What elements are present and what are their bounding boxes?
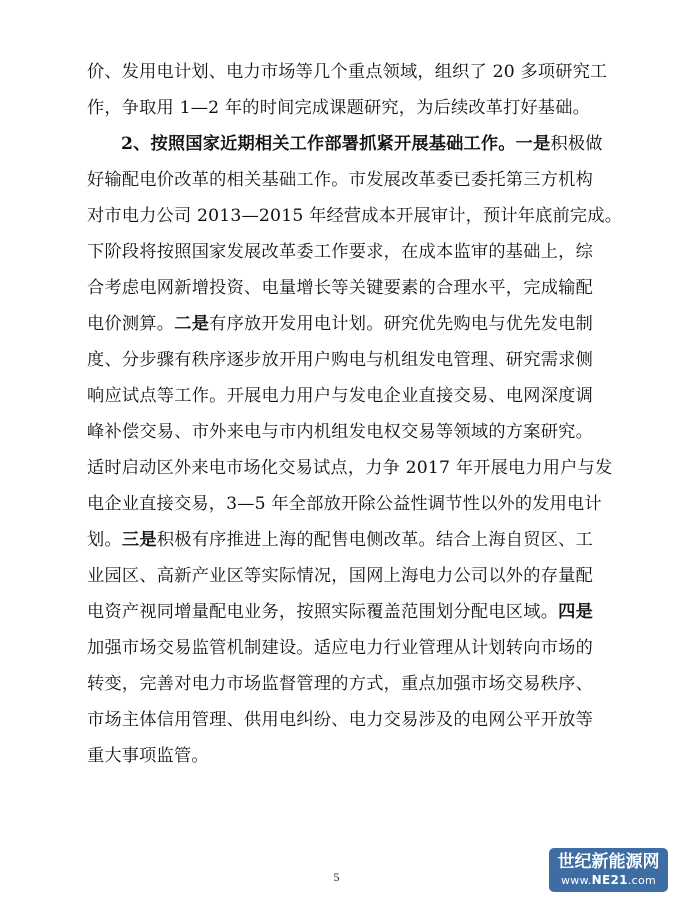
text-line — [87, 558, 593, 594]
text-segment: 加强市场交易监管机制建设。适应电力行业管理从计划转向市场的 — [87, 638, 593, 658]
text-segment: 度、分步骤有秩序逐步放开用户购电与机组发电管理、研究需求侧 — [87, 350, 593, 370]
watermark-logo — [549, 848, 668, 892]
url-suffix: .com — [627, 874, 657, 887]
text-line — [87, 162, 593, 198]
watermark-name: 世纪新能源网 — [557, 852, 660, 872]
text-segment: 电资产视同增量配电业务，按照实际覆盖范围划分配电区域。 — [87, 602, 559, 622]
text-line — [87, 234, 593, 270]
text-segment: 积极有序推进上海的配售电侧改革。结合上海自贸区、工 — [156, 530, 593, 550]
bold-text: 2、按照国家近期相关工作部署抓紧开展基础工作。一是 — [121, 134, 551, 154]
text-line — [87, 378, 593, 414]
text-line — [87, 486, 602, 522]
text-line — [87, 414, 593, 450]
bold-text: 二是 — [174, 314, 210, 334]
text-segment: 好输配电价改革的相关基础工作。市发展改革委已委托第三方机构 — [87, 170, 593, 190]
text-line — [87, 630, 593, 666]
text-segment: 转变，完善对电力市场监督管理的方式，重点加强市场交易秩序、 — [87, 674, 593, 694]
text-line — [87, 450, 613, 486]
text-line — [87, 90, 593, 126]
text-line — [87, 594, 593, 630]
text-line — [87, 54, 608, 90]
text-line — [87, 270, 593, 306]
page-number: 5 — [333, 870, 340, 884]
text-segment: 有序放开发用电计划。研究优先购电与优先发电制 — [209, 314, 593, 334]
watermark-url — [549, 873, 668, 888]
text-segment: 业园区、高新产业区等实际情况，国网上海电力公司以外的存量配 — [87, 566, 593, 586]
text-line — [87, 666, 593, 702]
text-segment: 价、发用电计划、电力市场等几个重点领域，组织了 20 多项研究工 — [87, 62, 608, 82]
text-line — [87, 198, 623, 234]
text-segment: 积极做 — [550, 134, 603, 154]
text-segment: 重大事项监管。 — [87, 746, 209, 766]
text-segment: 作，争取用 1—2 年的时间完成课题研究，为后续改革打好基础。 — [87, 98, 591, 118]
text-line — [87, 702, 593, 738]
text-segment: 电价测算。 — [87, 314, 175, 334]
url-prefix: www. — [560, 874, 592, 887]
text-segment: 市场主体信用管理、供用电纠纷、电力交易涉及的电网公平开放等 — [87, 710, 593, 730]
text-line — [87, 306, 593, 342]
text-segment: 电企业直接交易，3—5 年全部放开除公益性调节性以外的发用电计 — [87, 494, 602, 514]
text-line — [87, 522, 593, 558]
text-segment: 下阶段将按照国家发展改革委工作要求，在成本监审的基础上，综 — [87, 242, 593, 262]
text-segment: 对市电力公司 2013—2015 年经营成本开展审计，预计年底前完成。 — [87, 206, 623, 226]
text-segment: 适时启动区外来电市场化交易试点，力争 2017 年开展电力用户与发 — [87, 458, 613, 478]
text-segment: 划。 — [87, 530, 122, 550]
url-brand: NE21 — [591, 873, 628, 887]
bold-text: 四是 — [558, 602, 593, 622]
text-segment: 合考虑电网新增投资、电量增长等关键要素的合理水平，完成输配 — [87, 278, 593, 298]
text-line — [87, 738, 593, 774]
bold-text: 三是 — [121, 530, 157, 550]
text-line — [121, 126, 603, 162]
text-line — [87, 342, 593, 378]
text-segment: 峰补偿交易、市外来电与市内机组发电权交易等领域的方案研究。 — [87, 422, 593, 442]
text-segment: 响应试点等工作。开展电力用户与发电企业直接交易、电网深度调 — [87, 386, 593, 406]
